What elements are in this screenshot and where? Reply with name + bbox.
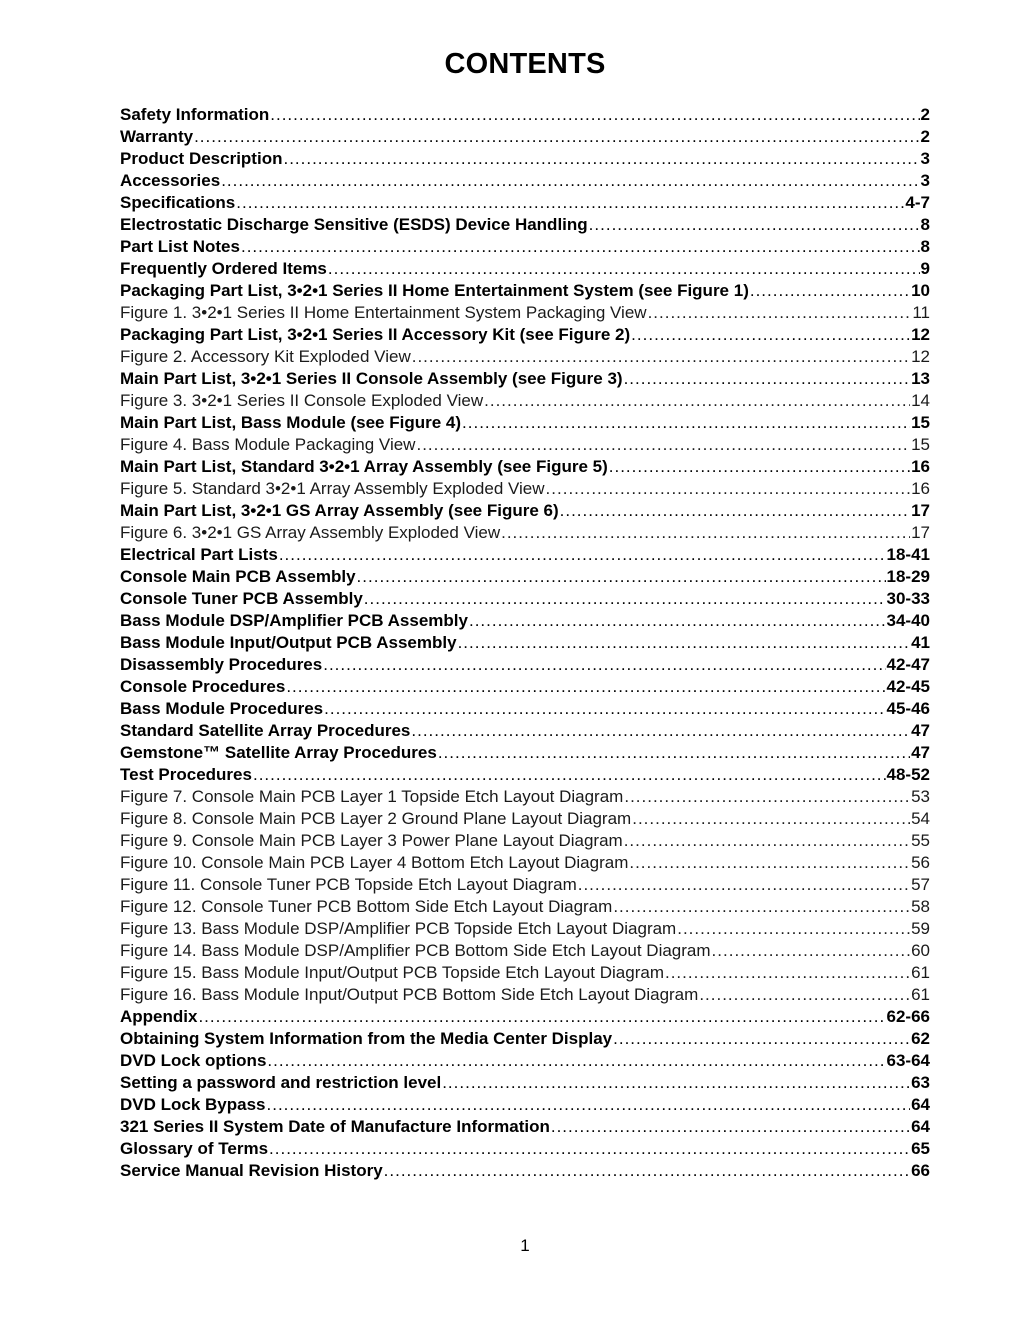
toc-entry-page: 47 [911,721,930,740]
toc-entry [120,830,930,852]
toc-entry-title: Figure 9. Console Main PCB Layer 3 Power Plane Layout Diagram [120,831,623,850]
toc-entry-title: Figure 3. 3•2•1 Series II Console Exploded View [120,391,484,410]
toc-entry-page: 15 [911,435,930,454]
toc-entry [120,1006,930,1028]
toc-entry-page: 18-41 [886,545,930,564]
toc-entry-page: 61 [911,963,930,982]
dot-leader [357,566,886,588]
toc-entry-page: 12 [911,347,930,366]
dot-leader [677,918,910,940]
dot-leader [286,676,885,698]
toc-entry [120,1138,930,1160]
toc-entry-title: Figure 11. Console Tuner PCB Topside Etch Layout Diagram [120,875,577,894]
dot-leader [624,830,910,852]
toc-entry-page: 54 [911,809,930,828]
toc-entry [120,302,930,324]
toc-entry [120,962,930,984]
toc-entry-title: Figure 8. Console Main PCB Layer 2 Ground Plane Layout Diagram [120,809,632,828]
dot-leader [578,874,910,896]
dot-leader [624,786,910,808]
toc-entry [120,170,930,192]
toc-entry-page: 17 [911,501,930,520]
toc-entry [120,456,930,478]
toc-entry-page: 16 [911,457,930,476]
toc-entry-title: Console Main PCB Assembly [120,567,356,586]
toc-entry-title: Standard Satellite Array Procedures [120,721,411,740]
toc-entry-title: Part List Notes [120,237,240,256]
toc-entry-page: 12 [911,325,930,344]
toc-entry-title: Warranty [120,127,194,146]
toc-entry [120,522,930,544]
toc-entry-title: Bass Module Input/Output PCB Assembly [120,633,457,652]
toc-entry [120,280,930,302]
dot-leader [412,346,910,368]
dot-leader [665,962,910,984]
toc-entry [120,808,930,830]
toc-entry-title: Specifications [120,193,236,212]
dot-leader [551,1116,910,1138]
toc-entry-page: 42-47 [886,655,930,674]
dot-leader [269,1138,910,1160]
dot-leader [267,1094,911,1116]
toc-entry [120,654,930,676]
toc-entry-page: 2 [920,127,930,146]
toc-entry-title: Service Manual Revision History [120,1161,383,1180]
dot-leader [462,412,910,434]
dot-leader [624,368,911,390]
toc-entry [120,478,930,500]
toc-entry-page: 11 [912,303,930,322]
dot-leader [221,170,919,192]
toc-entry-page: 4-7 [905,193,930,212]
dot-leader [384,1160,910,1182]
dot-leader [750,280,910,302]
toc-entry-title: Figure 6. 3•2•1 GS Array Assembly Exploded View [120,523,501,542]
toc-entry-page: 8 [920,237,930,256]
toc-entry-page: 61 [911,985,930,1004]
toc-entry-title: Figure 1. 3•2•1 Series II Home Entertainment System Packaging View [120,303,647,322]
dot-leader [198,1006,885,1028]
toc-entry [120,1116,930,1138]
toc-entry-page: 18-29 [886,567,930,586]
toc-entry [120,390,930,412]
dot-leader [364,588,886,610]
toc-entry-title: DVD Lock options [120,1051,267,1070]
toc-entry-title: Appendix [120,1007,198,1026]
page-title: CONTENTS [444,48,606,80]
toc-entry-title: Packaging Part List, 3•2•1 Series II Accessory Kit (see Figure 2) [120,325,631,344]
toc-entry-page: 56 [911,853,930,872]
toc-entry-title: Figure 14. Bass Module DSP/Amplifier PCB Bottom Side Etch Layout Diagram [120,941,711,960]
toc-entry-title: Disassembly Procedures [120,655,323,674]
dot-leader [438,742,910,764]
toc-entry [120,786,930,808]
toc-entry-title: Safety Information [120,105,270,124]
page-number: 1 [520,1236,530,1255]
toc-entry-title: Figure 5. Standard 3•2•1 Array Assembly Exploded View [120,479,545,498]
dot-leader [484,390,910,412]
toc-entry [120,236,930,258]
toc-entry [120,412,930,434]
toc-entry-page: 48-52 [886,765,930,784]
dot-leader [328,258,920,280]
toc-entry [120,918,930,940]
dot-leader [648,302,912,324]
toc-entry [120,1160,930,1182]
dot-leader [632,808,910,830]
toc-entry-title: Product Description [120,149,283,168]
toc-entry [120,500,930,522]
dot-leader [613,896,910,918]
dot-leader [469,610,886,632]
toc-entry-page: 15 [911,413,930,432]
toc-entry-title: Console Procedures [120,677,286,696]
dot-leader [194,126,919,148]
dot-leader [631,324,910,346]
dot-leader [613,1028,910,1050]
toc-entry [120,632,930,654]
toc-entry-page: 3 [920,171,930,190]
dot-leader [411,720,910,742]
dot-leader [267,1050,885,1072]
dot-leader [560,500,910,522]
toc-entry [120,852,930,874]
dot-leader [279,544,886,566]
toc-entry [120,192,930,214]
toc-entry-page: 64 [911,1117,930,1136]
toc-entry-title: Figure 10. Console Main PCB Layer 4 Bottom Etch Layout Diagram [120,853,629,872]
toc-entry [120,874,930,896]
toc-entry-title: Main Part List, Bass Module (see Figure 4) [120,413,462,432]
toc-entry-title: Figure 4. Bass Module Packaging View [120,435,416,454]
toc-entry [120,764,930,786]
toc-entry-title: Main Part List, 3•2•1 GS Array Assembly (see Figure 6) [120,501,559,520]
toc-entry-page: 57 [911,875,930,894]
toc-entry-page: 9 [920,259,930,278]
toc-entry [120,214,930,236]
toc-entry-title: Main Part List, Standard 3•2•1 Array Assembly (see Figure 5) [120,457,608,476]
toc-entry [120,676,930,698]
toc-entry [120,1050,930,1072]
toc-entry-page: 64 [911,1095,930,1114]
dot-leader [712,940,911,962]
toc-entry-title: Figure 12. Console Tuner PCB Bottom Side Etch Layout Diagram [120,897,613,916]
toc-entry [120,324,930,346]
toc-entry-page: 16 [911,479,930,498]
toc-entry-page: 8 [920,215,930,234]
toc-entry-page: 55 [911,831,930,850]
toc-entry-title: Bass Module DSP/Amplifier PCB Assembly [120,611,468,630]
toc-entry-title: Gemstone™ Satellite Array Procedures [120,743,437,762]
toc-entry-page: 65 [911,1139,930,1158]
toc-entry-title: Electrical Part Lists [120,545,278,564]
dot-leader [501,522,910,544]
toc-entry-title: 321 Series II System Date of Manufacture Information [120,1117,550,1136]
toc-entry-title: Test Procedures [120,765,252,784]
toc-entry-title: Glossary of Terms [120,1139,269,1158]
toc-entry [120,148,930,170]
toc-entry [120,720,930,742]
toc-entry-title: Frequently Ordered Items [120,259,327,278]
dot-leader [253,764,886,786]
toc-entry [120,368,930,390]
toc-entry [120,742,930,764]
toc-entry-page: 10 [911,281,930,300]
toc-entry [120,544,930,566]
dot-leader [416,434,910,456]
toc-entry-page: 60 [911,941,930,960]
toc-entry-page: 63 [911,1073,930,1092]
toc-entry-page: 13 [911,369,930,388]
toc-entry [120,610,930,632]
toc-entry-title: Figure 16. Bass Module Input/Output PCB Bottom Side Etch Layout Diagram [120,985,699,1004]
toc-entry-title: Main Part List, 3•2•1 Series II Console Assembly (see Figure 3) [120,369,623,388]
toc-entry-page: 59 [911,919,930,938]
toc-entry-title: Packaging Part List, 3•2•1 Series II Home Entertainment System (see Figure 1) [120,281,749,300]
toc-entry-page: 14 [911,391,930,410]
toc-entry-title: Figure 7. Console Main PCB Layer 1 Topside Etch Layout Diagram [120,787,624,806]
toc-entry-page: 41 [911,633,930,652]
dot-leader [236,192,904,214]
toc-entry [120,566,930,588]
toc-entry-page: 2 [920,105,930,124]
toc-entry [120,104,930,126]
toc-entry [120,588,930,610]
toc-entry-page: 63-64 [886,1051,930,1070]
toc-entry [120,434,930,456]
dot-leader [324,698,885,720]
dot-leader [546,478,911,500]
toc-entry-title: Figure 2. Accessory Kit Exploded View [120,347,411,366]
toc-entry-page: 62-66 [886,1007,930,1026]
toc-entry-title: Console Tuner PCB Assembly [120,589,363,608]
dot-leader [609,456,910,478]
toc-entry-page: 34-40 [886,611,930,630]
dot-leader [699,984,910,1006]
table-of-contents [120,104,930,1182]
dot-leader [241,236,920,258]
toc-entry-title: Bass Module Procedures [120,699,324,718]
toc-entry [120,258,930,280]
dot-leader [270,104,919,126]
toc-entry [120,896,930,918]
toc-entry-title: Figure 15. Bass Module Input/Output PCB Topside Etch Layout Diagram [120,963,664,982]
dot-leader [442,1072,910,1094]
toc-entry-title: Figure 13. Bass Module DSP/Amplifier PCB Topside Etch Layout Diagram [120,919,677,938]
toc-entry-title: Accessories [120,171,221,190]
toc-entry-page: 3 [920,149,930,168]
toc-entry [120,940,930,962]
toc-entry-title: Obtaining System Information from the Media Center Display [120,1029,613,1048]
dot-leader [589,214,920,236]
toc-entry [120,1094,930,1116]
dot-leader [283,148,919,170]
toc-entry [120,1072,930,1094]
toc-entry [120,984,930,1006]
toc-entry-title: Electrostatic Discharge Sensitive (ESDS) Device Handling [120,215,588,234]
dot-leader [629,852,910,874]
toc-entry-title: Setting a password and restriction level [120,1073,442,1092]
toc-entry-page: 30-33 [886,589,930,608]
toc-entry [120,126,930,148]
toc-entry-page: 66 [911,1161,930,1180]
toc-entry [120,698,930,720]
dot-leader [323,654,885,676]
dot-leader [458,632,911,654]
toc-entry-page: 17 [911,523,930,542]
toc-entry [120,1028,930,1050]
toc-entry-page: 47 [911,743,930,762]
toc-entry [120,346,930,368]
toc-entry-page: 42-45 [886,677,930,696]
toc-entry-page: 45-46 [886,699,930,718]
toc-entry-page: 53 [911,787,930,806]
toc-entry-page: 62 [911,1029,930,1048]
toc-entry-title: DVD Lock Bypass [120,1095,266,1114]
toc-entry-page: 58 [911,897,930,916]
